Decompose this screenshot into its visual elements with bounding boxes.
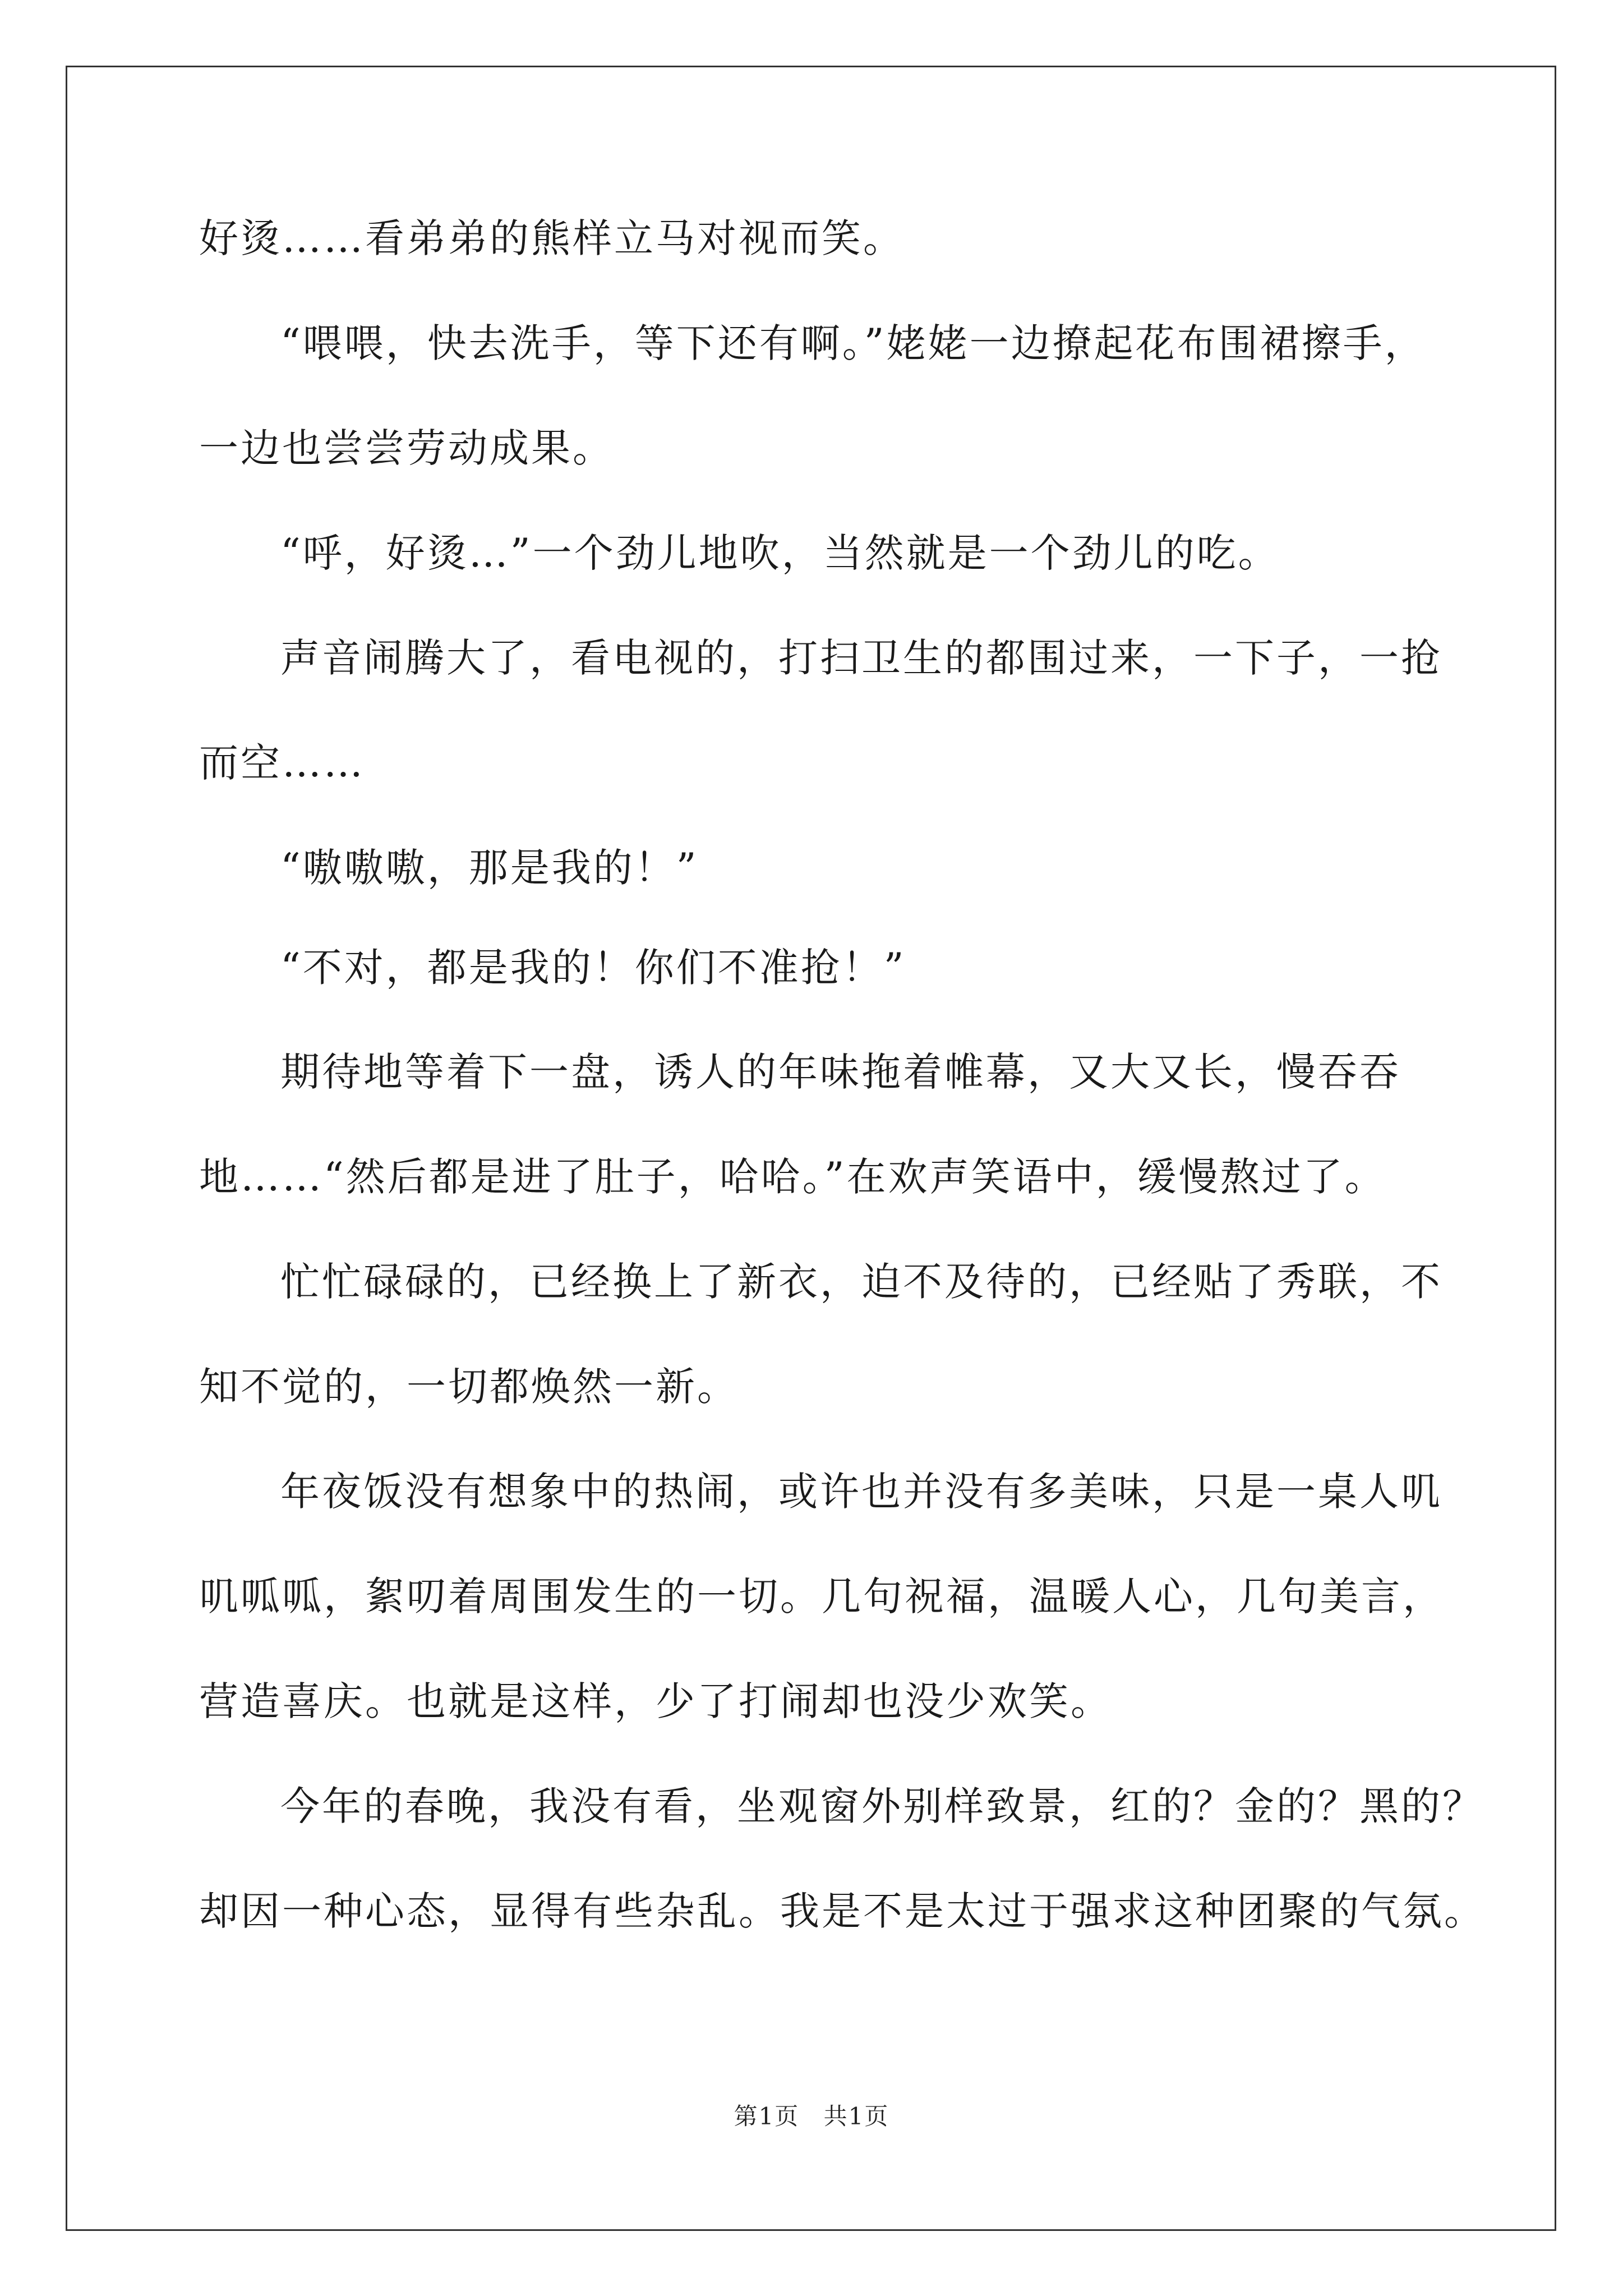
text-line: 声音闹腾大了，看电视的，打扫卫生的都围过来，一下子，一抢 [280, 635, 1442, 681]
page-total: 共1页 [823, 2102, 889, 2130]
page-footer [0, 2098, 1623, 2132]
text-line: 今年的春晚，我没有看，坐观窗外别样致景，红的？金的？黑的？ [280, 1783, 1484, 1829]
text-line: 地……“然后都是进了肚子，哈哈。”在欢声笑语中，缓慢熬过了。 [199, 1154, 1386, 1200]
text-line: “嗷嗷嗷，那是我的！” [280, 845, 699, 891]
text-line: “呼，好烫…”一个劲儿地吹，当然就是一个劲儿的吃。 [280, 530, 1280, 576]
text-line: 年夜饭没有想象中的热闹，或许也并没有多美味，只是一桌人叽 [280, 1469, 1442, 1515]
page-number: 第1页 [734, 2102, 800, 2130]
text-line: 叽呱呱，絮叨着周围发生的一切。几句祝福，温暖人心，几句美言， [199, 1573, 1444, 1619]
text-line: 而空…… [199, 740, 365, 786]
text-line: 忙忙碌碌的，已经换上了新衣，迫不及待的，已经贴了秀联，不 [280, 1259, 1442, 1305]
text-line: “不对，都是我的！你们不准抢！” [280, 945, 906, 991]
text-line: 好烫……看弟弟的熊样立马对视而笑。 [199, 215, 905, 261]
text-line: “喂喂，快去洗手，等下还有啊。”姥姥一边撩起花布围裙擦手， [280, 320, 1426, 366]
text-line: 营造喜庆。也就是这样，少了打闹却也没少欢笑。 [199, 1678, 1112, 1724]
text-line: 期待地等着下一盘，诱人的年味拖着帷幕，又大又长，慢吞吞 [280, 1049, 1401, 1095]
text-line: 知不觉的，一切都焕然一新。 [199, 1364, 739, 1410]
text-line: 一边也尝尝劳动成果。 [199, 425, 614, 471]
text-line: 却因一种心态，显得有些杂乱。我是不是太过于强求这种团聚的气氛。 [199, 1888, 1486, 1934]
